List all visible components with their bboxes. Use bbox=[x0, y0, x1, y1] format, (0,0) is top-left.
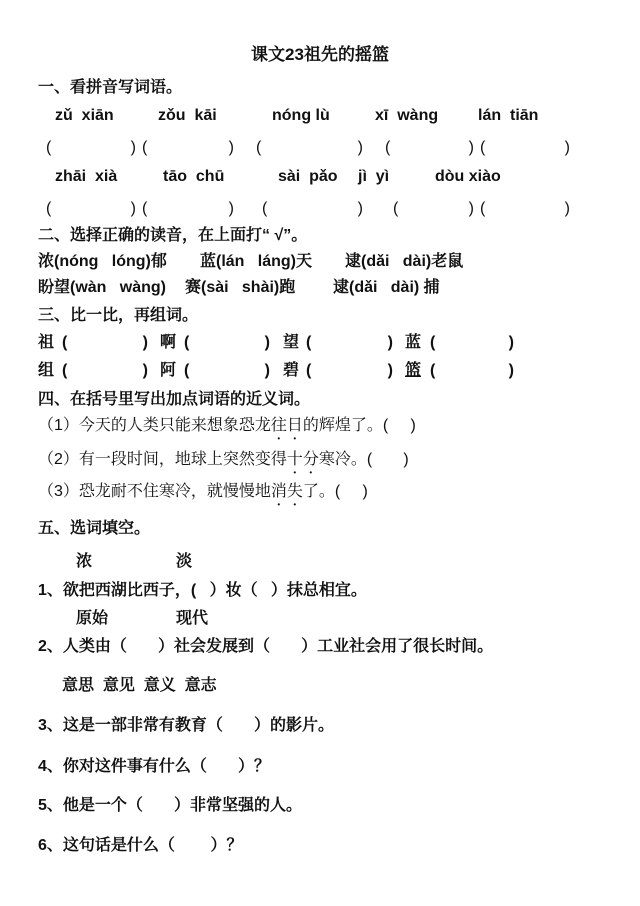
pinyin: xī wàng bbox=[375, 107, 439, 124]
answer-blank[interactable]: ( ) bbox=[430, 334, 514, 351]
word-options-2 bbox=[0, 608, 236, 630]
fill-question-6[interactable]: 6、这句话是什么（ ）？ bbox=[38, 837, 243, 854]
dotted-word: 往日 bbox=[270, 417, 303, 434]
answer-blank[interactable]: ( ) bbox=[306, 334, 393, 351]
synonym-item-2[interactable] bbox=[38, 449, 409, 477]
reading-choice[interactable]: 赛(sài shài)跑 bbox=[185, 279, 296, 296]
word-option: 淡 bbox=[176, 553, 193, 570]
reading-choice[interactable]: 逮(dǎi dài)老鼠 bbox=[345, 253, 464, 270]
answer-blank[interactable]: ( ) bbox=[430, 362, 514, 379]
answer-blank[interactable]: ( ) bbox=[306, 362, 393, 379]
dotted-word: 消失 bbox=[270, 483, 303, 500]
pinyin: jì yì bbox=[358, 168, 390, 185]
character: 蓝 bbox=[405, 334, 422, 351]
character: 望 bbox=[283, 334, 300, 351]
pinyin-row-1 bbox=[0, 105, 578, 127]
answer-blank[interactable]: ( ) bbox=[62, 334, 148, 351]
answer-blank[interactable]: ( ) bbox=[262, 200, 363, 217]
pinyin: tāo chū bbox=[163, 168, 225, 185]
answer-blank[interactable]: ( ) bbox=[184, 362, 270, 379]
sentence-text: 寒冷。( ) bbox=[318, 451, 409, 468]
pinyin: zǒu kāi bbox=[158, 107, 217, 124]
dotted-word: 十分 bbox=[286, 451, 319, 468]
sentence-text: 的辉煌了。( ) bbox=[302, 417, 416, 434]
fill-question-5[interactable]: 5、他是一个（ ）非常坚强的人。 bbox=[38, 797, 303, 814]
answer-blank[interactable]: ( ) bbox=[46, 139, 136, 156]
answer-blank[interactable]: ( ) bbox=[62, 362, 148, 379]
character: 啊 bbox=[160, 334, 177, 351]
answer-blank[interactable]: ( ) bbox=[142, 139, 234, 156]
character: 碧 bbox=[283, 362, 300, 379]
pinyin: nóng lù bbox=[272, 107, 330, 124]
compare-row-2 bbox=[0, 360, 514, 382]
answer-blank[interactable]: ( ) bbox=[393, 200, 474, 217]
reading-choice[interactable]: 逮(dǎi dài) 捕 bbox=[333, 279, 440, 296]
fill-question-4[interactable]: 4、你对这件事有什么（ ）？ bbox=[38, 758, 271, 775]
character: 组 bbox=[38, 362, 55, 379]
page-title: 课文23祖先的摇篮 bbox=[251, 45, 389, 64]
word-option: 原始 bbox=[76, 610, 109, 627]
pinyin: lán tiān bbox=[478, 107, 539, 124]
reading-choice-line-1 bbox=[0, 251, 515, 273]
reading-choice[interactable]: 浓(nóng lóng)郁 bbox=[38, 253, 167, 270]
answer-blank[interactable]: ( ) bbox=[385, 139, 474, 156]
fill-question-1[interactable]: 1、欲把西湖比西子，( ）妆（ ）抹总相宜。 bbox=[38, 582, 367, 599]
word-option: 浓 bbox=[76, 553, 93, 570]
word-option: 现代 bbox=[176, 610, 209, 627]
pinyin: zhāi xià bbox=[55, 168, 118, 185]
section-3-heading: 三、比一比，再组词。 bbox=[38, 307, 199, 324]
section-5-heading: 五、选词填空。 bbox=[38, 520, 151, 537]
character: 阿 bbox=[160, 362, 177, 379]
answer-blanks-row-1 bbox=[0, 137, 570, 159]
fill-question-3[interactable]: 3、这是一部非常有教育（ ）的影片。 bbox=[38, 717, 335, 734]
answer-blank[interactable]: ( ) bbox=[46, 200, 136, 217]
reading-choice[interactable]: 盼望(wàn wàng) bbox=[38, 279, 167, 296]
section-1-heading: 一、看拼音写词语。 bbox=[38, 79, 183, 96]
answer-blank[interactable]: ( ) bbox=[184, 334, 270, 351]
pinyin: dòu xiào bbox=[435, 168, 501, 185]
pinyin: sài pǎo bbox=[278, 168, 338, 185]
sentence-text: 了。( ) bbox=[302, 483, 368, 500]
sentence-text: （1）今天的人类只能来想象恐龙 bbox=[38, 417, 271, 434]
character: 篮 bbox=[405, 362, 422, 379]
answer-blank[interactable]: ( ) bbox=[480, 139, 570, 156]
answer-blank[interactable]: ( ) bbox=[256, 139, 363, 156]
word-options-1 bbox=[0, 551, 216, 573]
answer-blank[interactable]: ( ) bbox=[142, 200, 234, 217]
pinyin-row-2 bbox=[0, 166, 535, 188]
pinyin: zǔ xiān bbox=[55, 107, 114, 124]
reading-choice[interactable]: 蓝(lán láng)天 bbox=[200, 253, 313, 270]
synonym-item-1[interactable] bbox=[38, 415, 416, 443]
synonym-item-3[interactable] bbox=[38, 481, 368, 509]
answer-blanks-row-2 bbox=[0, 198, 570, 220]
section-2-heading: 二、选择正确的读音，在上面打“ √”。 bbox=[38, 227, 308, 244]
fill-question-2[interactable]: 2、人类由（ ）社会发展到（ ）工业社会用了很长时间。 bbox=[38, 638, 494, 655]
sentence-text: （3）恐龙耐不住寒冷，就慢慢地 bbox=[38, 483, 271, 500]
section-4-heading: 四、在括号里写出加点词语的近义词。 bbox=[38, 391, 311, 408]
reading-choice-line-2 bbox=[0, 277, 503, 299]
word-options-3: 意思 意见 意义 意志 bbox=[62, 677, 217, 694]
character: 祖 bbox=[38, 334, 55, 351]
answer-blank[interactable]: ( ) bbox=[480, 200, 570, 217]
compare-row-1 bbox=[0, 332, 514, 354]
sentence-text: （2）有一段时间，地球上突然变得 bbox=[38, 451, 287, 468]
